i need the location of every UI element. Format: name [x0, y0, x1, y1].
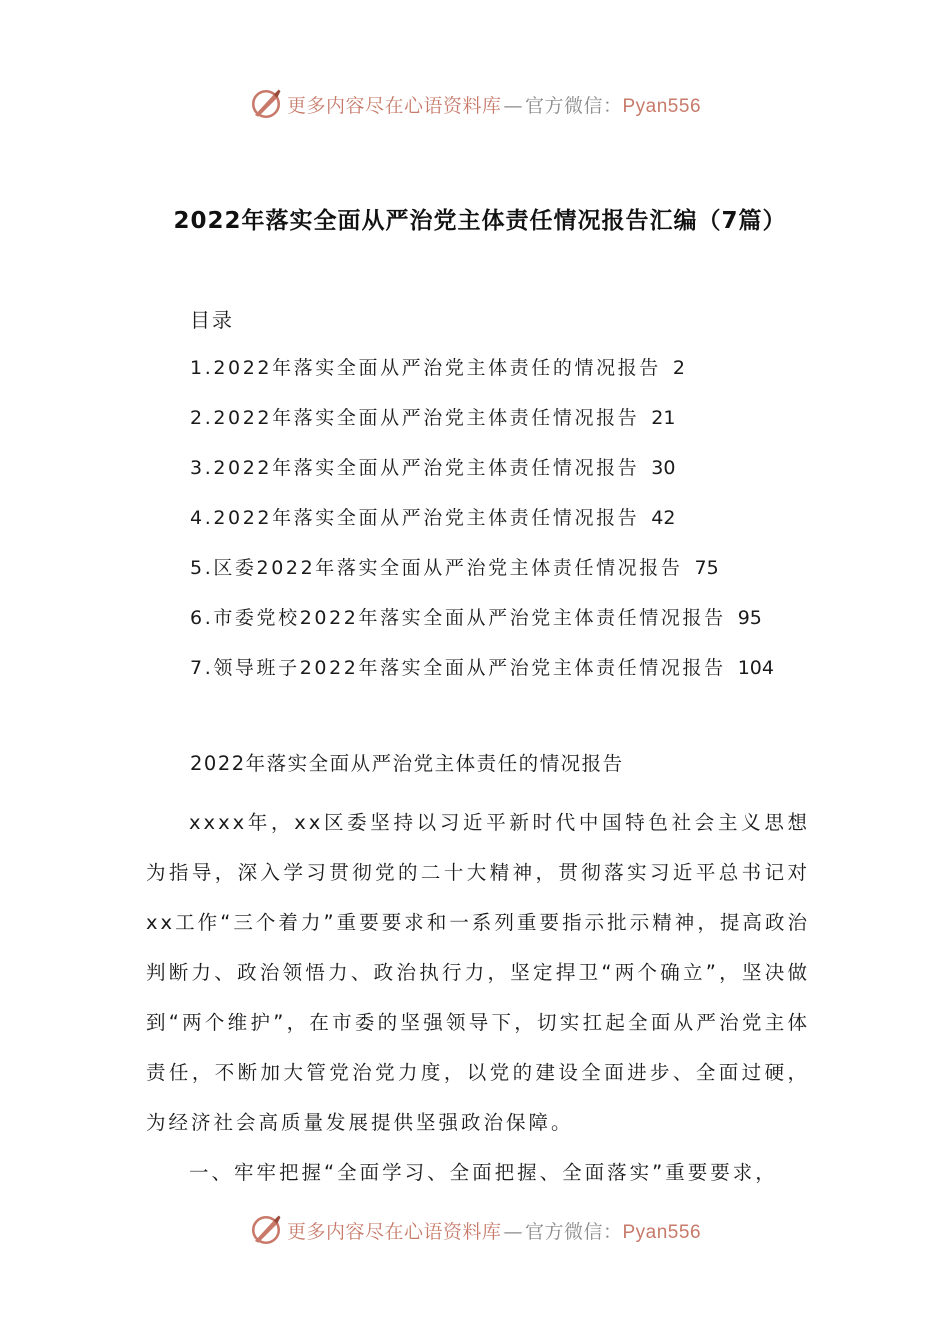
watermark-separator: — — [503, 1220, 523, 1243]
watermark-main: 更多内容尽在心语资料库 — [286, 1220, 502, 1243]
toc-item[interactable] — [190, 598, 774, 648]
toc-item-page: 21 — [651, 407, 676, 429]
body-paragraph: xxxx年，xx区委坚持以习近平新时代中国特色社会主义思想为指导，深入学习贯彻党的二十大精神，贯彻落实习近平总书记对xx工作“三个着力”重要要求和一系列重要指示批示精神，提高政治判断力、政治领悟力、政治执行力，坚定捍卫“两个确立”，坚决做到“两个维护”，在市委的坚强领导下，切实扛起全面从严治党主体责任，不断加大管党治党力度，以党的建设全面进步、全面过硬，为经济社会高质量发展提供坚强政治保障。 — [146, 811, 810, 1134]
toc-item-label: 7.领导班子2022年落实全面从严治党主体责任情况报告 — [190, 657, 726, 679]
toc-item-label: 3.2022年落实全面从严治党主体责任情况报告 — [190, 457, 640, 479]
toc-item-label: 4.2022年落实全面从严治党主体责任情况报告 — [190, 507, 640, 529]
watermark-text — [287, 1217, 701, 1244]
watermark-label: 官方微信： — [524, 94, 623, 117]
toc-item-page: 75 — [694, 557, 719, 579]
toc-item[interactable] — [190, 648, 774, 698]
watermark-label: 官方微信： — [524, 1220, 623, 1243]
pen-logo-icon — [249, 1213, 283, 1247]
footer-watermark — [0, 1208, 950, 1252]
toc-item[interactable] — [190, 548, 774, 598]
body-paragraph: 一、牢牢把握“全面学习、全面把握、全面落实”重要要求， — [189, 1161, 778, 1184]
table-of-contents — [190, 348, 774, 698]
toc-item-label: 5.区委2022年落实全面从严治党主体责任情况报告 — [190, 557, 683, 579]
watermark-main: 更多内容尽在心语资料库 — [286, 94, 502, 117]
watermark-separator: — — [503, 94, 523, 117]
watermark-wechat-id: Pyan556 — [622, 95, 702, 117]
watermark-wechat-id: Pyan556 — [622, 1221, 702, 1243]
toc-heading: 目录 — [190, 308, 234, 332]
toc-item[interactable] — [190, 448, 774, 498]
header-watermark — [0, 82, 950, 126]
watermark-text — [287, 91, 701, 118]
document-title: 2022年落实全面从严治党主体责任情况报告汇编（7篇） — [173, 208, 787, 234]
toc-item[interactable] — [190, 398, 774, 448]
toc-item-label: 6.市委党校2022年落实全面从严治党主体责任情况报告 — [190, 607, 726, 629]
toc-item-page: 104 — [737, 657, 774, 679]
toc-item-page: 42 — [651, 507, 676, 529]
pen-logo-icon — [249, 87, 283, 121]
toc-item-label: 2.2022年落实全面从严治党主体责任情况报告 — [190, 407, 640, 429]
toc-item-page: 95 — [737, 607, 762, 629]
toc-item-label: 1.2022年落实全面从严治党主体责任的情况报告 — [190, 357, 661, 379]
toc-item[interactable] — [190, 498, 774, 548]
section-title: 2022年落实全面从严治党主体责任的情况报告 — [190, 752, 624, 775]
toc-item[interactable] — [190, 348, 774, 398]
toc-item-page: 30 — [651, 457, 676, 479]
toc-item-page: 2 — [672, 357, 685, 379]
